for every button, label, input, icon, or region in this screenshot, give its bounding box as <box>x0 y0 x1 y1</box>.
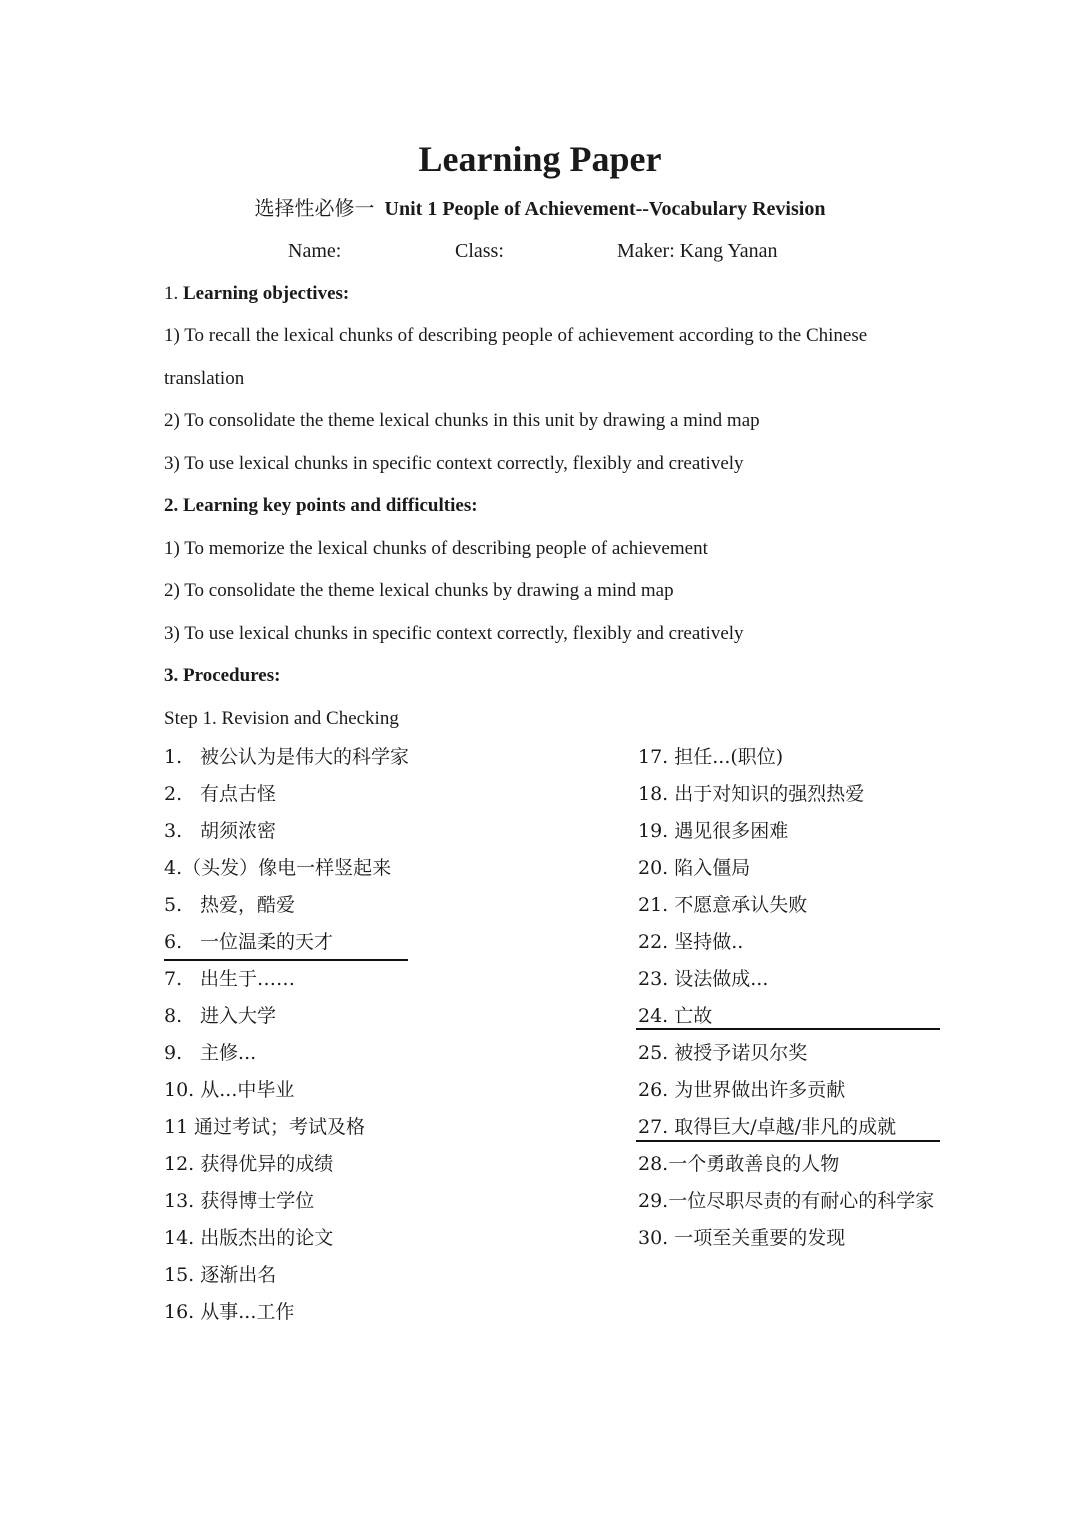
list-item <box>164 1151 333 1177</box>
list-item <box>638 818 788 844</box>
item-number: 19. <box>638 820 669 842</box>
list-item <box>164 818 276 844</box>
item-text: 一位温柔的天才 <box>200 931 334 953</box>
item-number: 1. <box>164 746 183 768</box>
list-item <box>164 966 295 992</box>
list-item <box>164 929 333 955</box>
item-text: 从...中毕业 <box>200 1079 295 1101</box>
item-text: 从事...工作 <box>200 1301 295 1323</box>
item-text: 出生于…… <box>200 968 296 990</box>
keypoint-3: 3) To use lexical chunks in specific context correctly, flexibly and creatively <box>164 623 744 644</box>
objective-3: 3) To use lexical chunks in specific context correctly, flexibly and creatively <box>164 453 744 474</box>
item-number: 13. <box>164 1190 195 1212</box>
class-label: Class: <box>455 240 504 262</box>
keypoint-2: 2) To consolidate the theme lexical chunks by drawing a mind map <box>164 580 674 601</box>
list-item <box>164 1225 333 1251</box>
item-number: 12. <box>164 1153 195 1175</box>
item-number: 2. <box>164 783 183 805</box>
item-number: 14. <box>164 1227 195 1249</box>
item-text: 陷入僵局 <box>674 857 751 879</box>
item-text: 被公认为是伟大的科学家 <box>200 746 410 768</box>
item-number: 10. <box>164 1079 195 1101</box>
divider-line <box>636 1028 940 1030</box>
item-number: 27. <box>638 1116 669 1138</box>
list-item <box>164 1299 294 1325</box>
section3-heading: 3. Procedures: <box>164 665 281 686</box>
item-number: 24. <box>638 1005 669 1027</box>
list-item <box>164 1077 294 1103</box>
item-number: 16. <box>164 1301 195 1323</box>
item-text: 热爱，酷爱 <box>200 894 296 916</box>
item-text: 进入大学 <box>200 1005 277 1027</box>
item-text: 遇见很多困难 <box>674 820 789 842</box>
section2-heading: 2. Learning key points and difficulties: <box>164 495 478 516</box>
item-number: 11 <box>164 1116 189 1138</box>
item-number: 6. <box>164 931 183 953</box>
list-item <box>164 1040 256 1066</box>
list-item <box>638 744 783 770</box>
item-number: 28. <box>638 1153 669 1175</box>
item-text: 不愿意承认失败 <box>674 894 808 916</box>
item-text: 有点古怪 <box>200 783 277 805</box>
list-item <box>638 1003 712 1029</box>
item-number: 18. <box>638 783 669 805</box>
list-item <box>638 892 807 918</box>
keypoint-1: 1) To memorize the lexical chunks of describing people of achievement <box>164 538 708 559</box>
item-number: 15. <box>164 1264 195 1286</box>
list-item <box>164 1114 365 1140</box>
item-number: 7. <box>164 968 183 990</box>
item-number: 5. <box>164 894 183 916</box>
subtitle <box>0 194 1080 223</box>
objective-1-cont: translation <box>164 368 245 389</box>
item-number: 25. <box>638 1042 669 1064</box>
list-item <box>638 855 750 881</box>
item-number: 30. <box>638 1227 669 1249</box>
subtitle-chinese: 选择性必修一 <box>254 196 375 220</box>
divider-line <box>636 1140 940 1142</box>
objective-1: 1) To recall the lexical chunks of describing people of achievement according to the Chinese <box>164 325 868 346</box>
list-item <box>638 1151 839 1177</box>
item-text: 逐渐出名 <box>200 1264 277 1286</box>
list-item <box>638 1114 896 1140</box>
list-item <box>164 1262 276 1288</box>
item-number: 21. <box>638 894 669 916</box>
list-item <box>638 966 768 992</box>
item-number: 29. <box>638 1190 669 1212</box>
list-item <box>638 929 743 955</box>
list-item <box>638 1040 807 1066</box>
name-label: Name: <box>288 240 342 262</box>
item-number: 20. <box>638 857 669 879</box>
item-text: 一个勇敢善良的人物 <box>668 1153 840 1175</box>
item-text: 取得巨大/卓越/非凡的成就 <box>674 1116 897 1138</box>
item-text: 担任...(职位) <box>674 746 784 768</box>
item-number: 26. <box>638 1079 669 1101</box>
list-item <box>164 1003 276 1029</box>
item-text: 通过考试；考试及格 <box>194 1116 366 1138</box>
item-text: 获得博士学位 <box>200 1190 315 1212</box>
objective-2: 2) To consolidate the theme lexical chunks in this unit by drawing a mind map <box>164 410 760 431</box>
item-number: 22. <box>638 931 669 953</box>
item-number: 3. <box>164 820 183 842</box>
subtitle-english: Unit 1 People of Achievement--Vocabulary Revision <box>384 198 826 220</box>
item-text: 设法做成... <box>674 968 769 990</box>
item-text: 获得优异的成绩 <box>200 1153 334 1175</box>
item-number: 8. <box>164 1005 183 1027</box>
list-item <box>164 892 295 918</box>
item-text: 一位尽职尽责的有耐心的科学家 <box>668 1190 935 1212</box>
divider-line <box>164 959 408 961</box>
item-number: 23. <box>638 968 669 990</box>
item-text: 亡故 <box>674 1005 713 1027</box>
maker-label: Maker: Kang Yanan <box>617 240 778 262</box>
list-item <box>164 744 409 770</box>
item-text: 出版杰出的论文 <box>200 1227 334 1249</box>
item-text: 坚持做.. <box>674 931 744 953</box>
section1-title: Learning objectives: <box>183 283 350 304</box>
list-item <box>164 781 276 807</box>
page-title: Learning Paper <box>418 139 662 179</box>
list-item <box>638 781 864 807</box>
item-text: 被授予诺贝尔奖 <box>674 1042 808 1064</box>
list-item <box>638 1188 934 1214</box>
step1-label: Step 1. Revision and Checking <box>164 708 399 729</box>
list-item <box>638 1225 845 1251</box>
item-text: 主修... <box>200 1042 257 1064</box>
list-item <box>638 1077 845 1103</box>
item-number: 4. <box>164 857 183 879</box>
item-number: 17. <box>638 746 669 768</box>
section1-number: 1. <box>164 283 179 304</box>
section1-heading <box>164 280 349 308</box>
list-item <box>164 855 391 881</box>
item-text: 一项至关重要的发现 <box>674 1227 846 1249</box>
list-item <box>164 1188 314 1214</box>
item-text: 出于对知识的强烈热爱 <box>674 783 865 805</box>
item-number: 9. <box>164 1042 183 1064</box>
item-text: （头发）像电一样竖起来 <box>182 857 392 879</box>
item-text: 胡须浓密 <box>200 820 277 842</box>
item-text: 为世界做出许多贡献 <box>674 1079 846 1101</box>
